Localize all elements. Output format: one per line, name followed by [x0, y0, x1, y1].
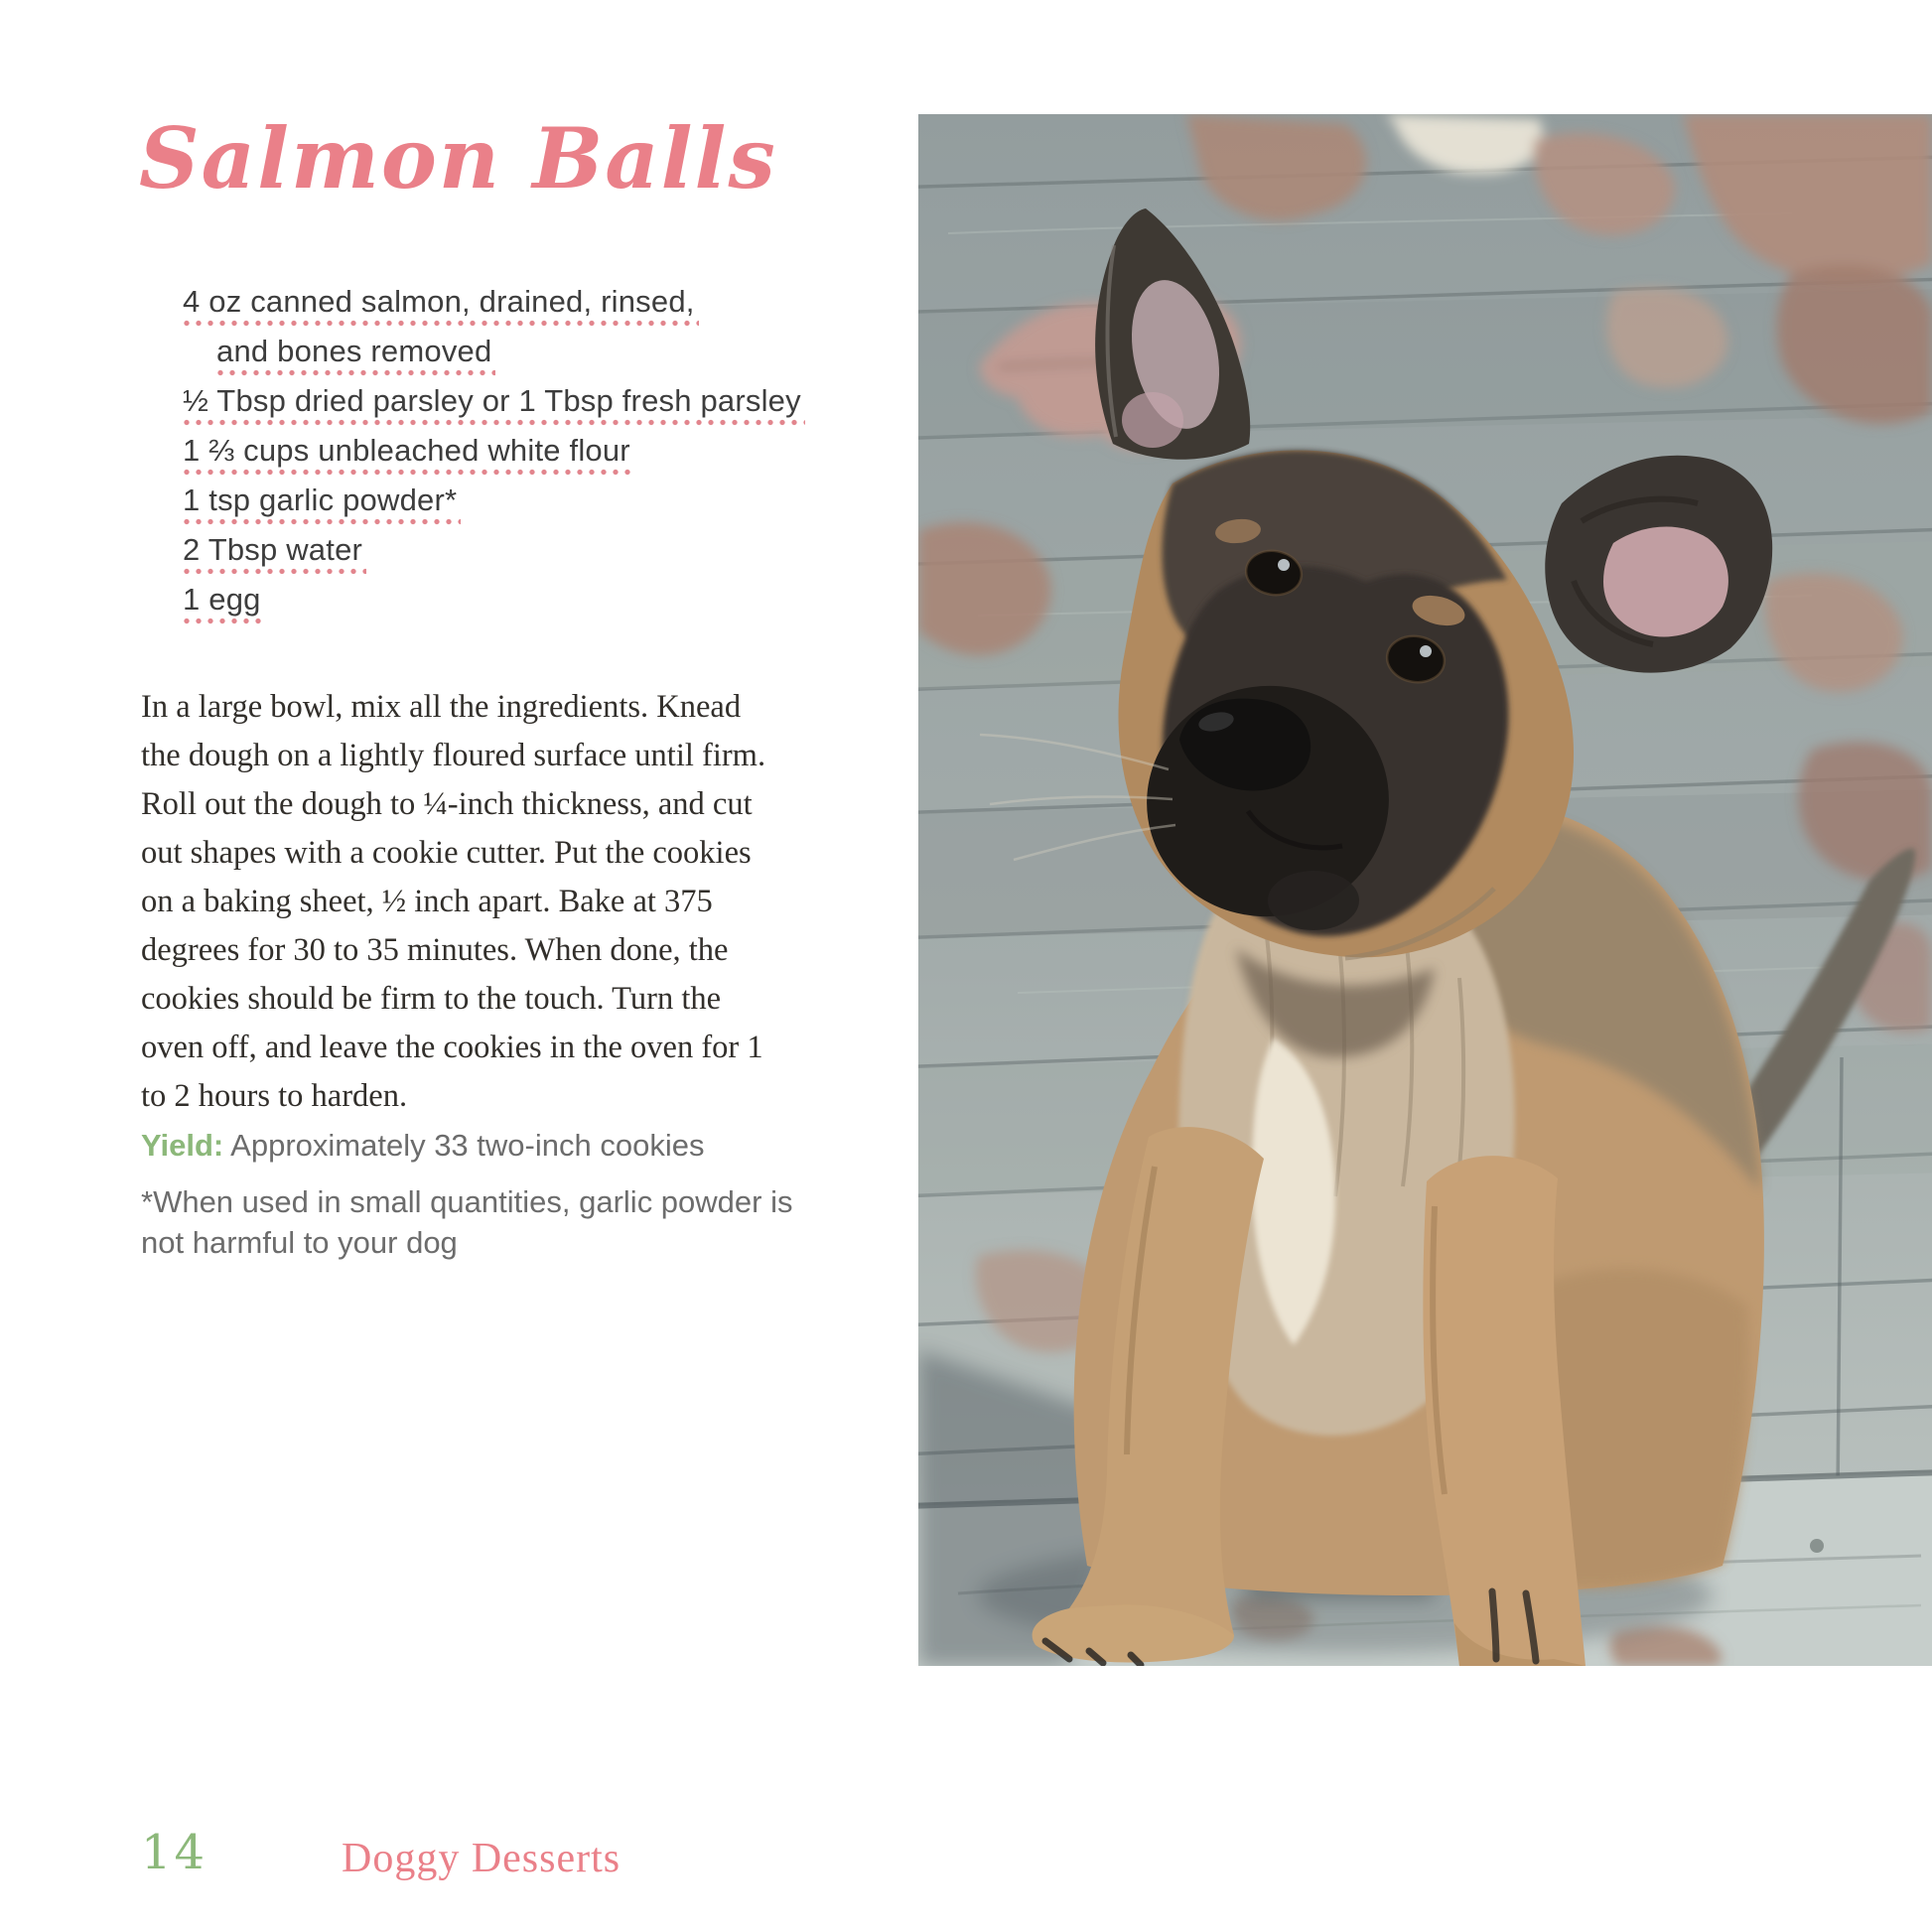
ingredient-line: [181, 284, 896, 334]
page-title: Salmon Balls: [139, 109, 777, 207]
ingredient-line: [181, 383, 896, 433]
instructions-line: In a large bowl, mix all the ingredients. Knead: [141, 689, 742, 725]
ingredient-line: [181, 532, 896, 582]
ingredient-list: [181, 284, 896, 631]
instructions-line: to 2 hours to harden.: [141, 1078, 408, 1114]
ingredient-line: [181, 433, 896, 483]
ingredient-text: 4 oz canned salmon, drained, rinsed,: [181, 284, 699, 327]
footnote: *When used in small quantities, garlic powder is not harmful to your dog: [141, 1184, 793, 1260]
book-title: Doggy Desserts: [342, 1836, 621, 1881]
ingredient-line: [181, 582, 896, 631]
instructions-line: out shapes with a cookie cutter. Put the cookies: [141, 835, 752, 871]
ingredient-text: 1 egg: [181, 582, 265, 624]
ingredient-text: ½ Tbsp dried parsley or 1 Tbsp fresh parsley: [181, 383, 805, 426]
yield-line: [141, 1128, 876, 1164]
instructions-line: degrees for 30 to 35 minutes. When done, the: [141, 932, 729, 968]
ingredient-line: [181, 483, 896, 532]
instructions-line: Roll out the dough to ¼-inch thickness, and cut: [141, 786, 753, 822]
ingredient-text: and bones removed: [214, 334, 495, 376]
yield-text: Approximately 33 two-inch cookies: [223, 1128, 705, 1163]
ingredient-text: 1 ⅔ cups unbleached white flour: [181, 433, 634, 476]
ingredient-text: 2 Tbsp water: [181, 532, 366, 575]
instructions-line: on a baking sheet, ½ inch apart. Bake at 375: [141, 884, 713, 919]
instructions: [141, 683, 856, 1121]
puppy-illustration: [918, 114, 1932, 1666]
ingredient-text: 1 tsp garlic powder*: [181, 483, 461, 525]
instructions-line: the dough on a lightly floured surface until firm.: [141, 738, 766, 773]
recipe-photo: [918, 114, 1932, 1666]
page-number: 14: [141, 1825, 208, 1880]
instructions-line: oven off, and leave the cookies in the oven for 1: [141, 1030, 763, 1065]
ingredient-line: [181, 334, 896, 383]
yield-label: Yield:: [141, 1128, 224, 1163]
instructions-line: cookies should be firm to the touch. Turn the: [141, 981, 722, 1017]
